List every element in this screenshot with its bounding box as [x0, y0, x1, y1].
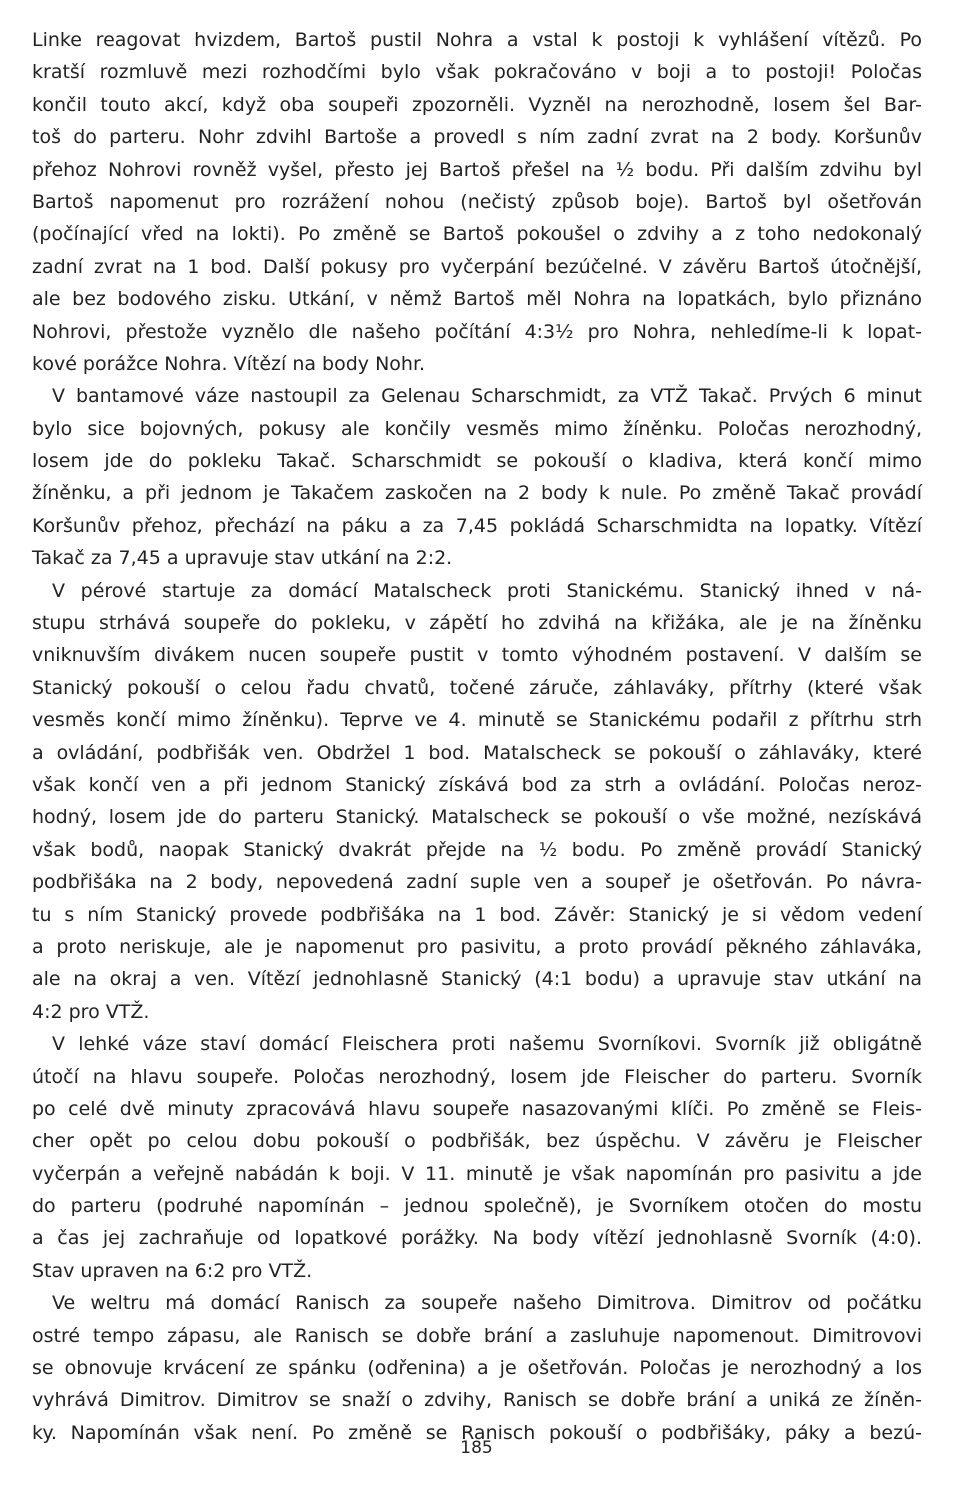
text-line: ale na okraj a ven. Vítězí jednohlasně Stanický (4:1 bodu) a upravuje stav utkání na: [32, 968, 922, 991]
text-line: končil touto akcí, když oba soupeři zpozorněli. Vyzněl na nerozhodně, losem šel Bar-: [32, 93, 922, 116]
text-line: 4:2 pro VTŽ.: [32, 1000, 150, 1023]
text-line: zadní zvrat na 1 bod. Další pokusy pro vyčerpání bezúčelné. V závěru Bartoš útočnější,: [32, 255, 922, 278]
text-line: losem jde do pokleku Takač. Scharschmidt se pokouší o kladiva, která končí mimo: [32, 450, 922, 473]
text-line: V bantamové váze nastoupil za Gelenau Scharschmidt, za VTŽ Takač. Prvých 6 minut: [52, 385, 922, 408]
text-line: Ve weltru má domácí Ranisch za soupeře našeho Dimitrova. Dimitrov od počátku: [52, 1292, 922, 1315]
text-line: útočí na hlavu soupeře. Poločas nerozhodný, losem jde Fleischer do parteru. Svorník: [32, 1065, 922, 1088]
text-line: tu s ním Stanický provede podbřišáka na 1 bod. Závěr: Stanický je si vědom vedení: [32, 903, 922, 926]
text-line: však končí ven a při jednom Stanický získává bod za strh a ovládání. Poločas neroz-: [32, 773, 922, 796]
text-line: (počínající vřed na lokti). Po změně se Bartoš pokoušel o zdvihy a z toho nedokonalý: [32, 223, 922, 246]
paragraph: [32, 575, 922, 1028]
text-line: vniknuvším divákem nucen soupeře pustit v tomto výhodném postavení. V dalším se: [32, 644, 922, 667]
text-line: cher opět po celou dobu pokouší o podbřišák, bez úspěchu. V závěru je Fleischer: [32, 1130, 922, 1153]
text-line: ostré tempo zápasu, ale Ranisch se dobře brání a zasluhuje napomenout. Dimitrovovi: [32, 1324, 922, 1347]
text-line: po celé dvě minuty zpracovává hlavu soupeře nasazovanými klíči. Po změně se Fleis-: [32, 1097, 922, 1120]
text-line: ale bez bodového zisku. Utkání, v němž Bartoš měl Nohra na lopatkách, bylo přiznáno: [32, 288, 922, 311]
text-line: a čas jej zachraňuje od lopatkové porážky. Na body vítězí jednohlasně Svorník (4:0).: [32, 1227, 922, 1250]
text-line: se obnovuje krvácení ze spánku (odřenina) a je ošetřován. Poločas je nerozhodný a los: [32, 1357, 922, 1380]
text-line: V lehké váze staví domácí Fleischera proti našemu Svorníkovi. Svorník již obligátně: [52, 1033, 922, 1056]
text-line: do parteru (podruhé napomínán – jednou společně), je Svorníkem otočen do mostu: [32, 1195, 922, 1218]
text-line: Linke reagovat hvizdem, Bartoš pustil Nohra a vstal k postoji k vyhlášení vítězů. Po: [32, 29, 922, 51]
text-line: bylo sice bojovných, pokusy ale končily vesměs mimo žíněnku. Poločas nerozhodný,: [32, 417, 922, 440]
text-line: kratší rozmluvě mezi rozhodčími bylo však pokračováno v boji a to postoji! Poločas: [32, 61, 922, 84]
text-line: Nohrovi, přestože vyznělo dle našeho počítání 4:3½ pro Nohra, nehledíme-li k lopat-: [32, 320, 922, 343]
text-line: a proto neriskuje, ale je napomenut pro pasivitu, a proto provádí pěkného záhlaváka,: [32, 935, 922, 958]
text-line: vesměs končí mimo žíněnku). Teprve ve 4. minutě se Stanickému podařil z přítrhu strh: [32, 709, 922, 732]
paragraph: [32, 380, 922, 574]
text-line: Bartoš napomenut pro rozrážení nohou (nečistý způsob boje). Bartoš byl ošetřován: [32, 190, 922, 213]
body-text: [32, 24, 922, 1449]
text-line: Koršunův přehoz, přechází na páku a za 7,45 pokládá Scharschmidta na lopatky. Vítězí: [32, 514, 922, 537]
text-line: vyčerpán a veřejně nabádán k boji. V 11. minutě je však napomínán pro pasivitu a jde: [32, 1162, 922, 1185]
text-line: podbřišáka na 2 body, nepovedená zadní suple ven a soupeř je ošetřován. Po návra-: [32, 871, 922, 894]
text-line: však bodů, naopak Stanický dvakrát přejde na ½ bodu. Po změně provádí Stanický: [32, 838, 922, 861]
text-line: V pérové startuje za domácí Matalscheck proti Stanickému. Stanický ihned v ná-: [52, 579, 922, 602]
text-line: toš do parteru. Nohr zdvihl Bartoše a provedl s ním zadní zvrat na 2 body. Koršunův: [32, 126, 922, 149]
text-line: Takač za 7,45 a upravuje stav utkání na 2:2.: [32, 547, 453, 570]
text-line: kové porážce Nohra. Vítězí na body Nohr.: [32, 352, 426, 375]
text-line: stupu strhává soupeře do pokleku, v zápětí ho zdvihá na křižáka, ale je na žíněnku: [32, 612, 922, 635]
page-number: 185: [460, 1438, 493, 1458]
text-line: Stav upraven na 6:2 pro VTŽ.: [32, 1259, 313, 1282]
text-line: ky. Napomínán však není. Po změně se Ranisch pokouší o podbřišáky, páky a bezú-: [32, 1421, 922, 1444]
text-line: vyhrává Dimitrov. Dimitrov se snaží o zdvihy, Ranisch se dobře brání a uniká ze žíněn-: [32, 1389, 922, 1412]
text-line: přehoz Nohrovi rovněž vyšel, přesto jej Bartoš přešel na ½ bodu. Při dalším zdvihu byl: [32, 158, 922, 181]
text-line: hodný, losem jde do parteru Stanický. Matalscheck se pokouší o vše možné, nezískává: [32, 806, 922, 829]
text-line: a ovládání, podbřišák ven. Obdržel 1 bod. Matalscheck se pokouší o záhlaváky, které: [32, 741, 922, 764]
text-line: žíněnku, a při jednom je Takačem zaskočen na 2 body k nule. Po změně Takač provádí: [32, 482, 922, 505]
paragraph: [32, 1028, 922, 1287]
paragraph: [32, 24, 922, 380]
paragraph: [32, 1287, 922, 1449]
text-line: Stanický pokouší o celou řadu chvatů, točené záruče, záhlaváky, přítrhy (které však: [32, 676, 922, 699]
